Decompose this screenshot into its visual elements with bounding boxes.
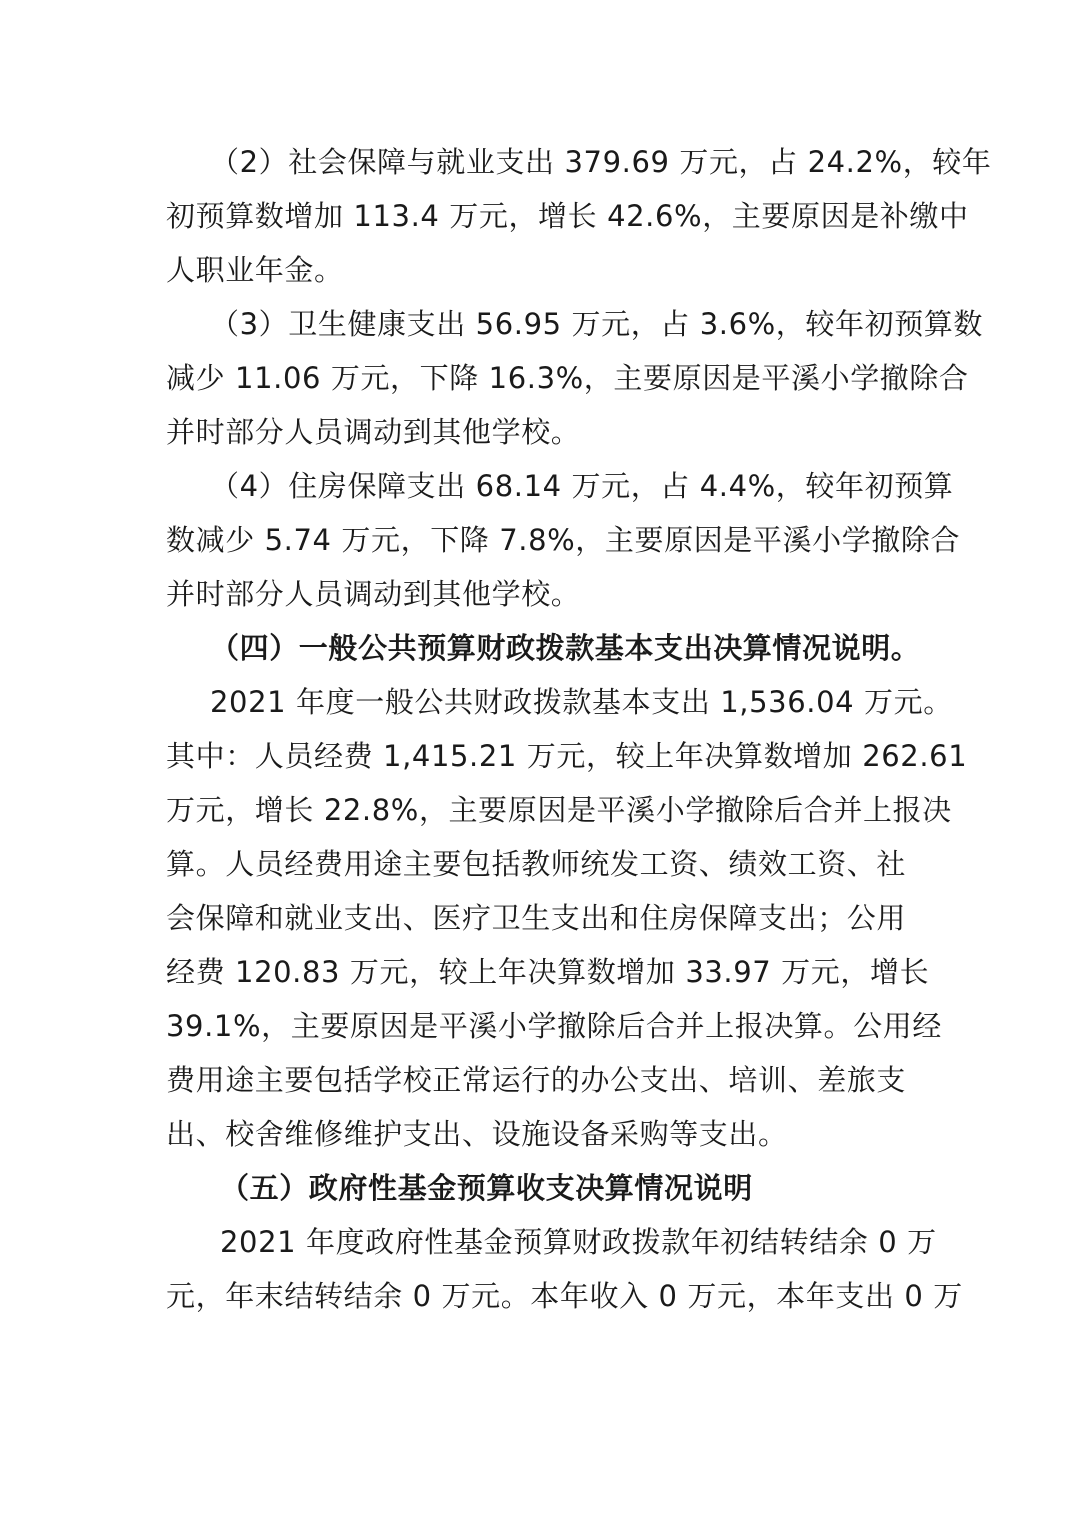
- text-line: 万元，增长 22.8%，主要原因是平溪小学撤除后合并上报决: [166, 793, 952, 827]
- text-line: （4）住房保障支出 68.14 万元，占 4.4%，较年初预算: [210, 469, 954, 503]
- text-line: 减少 11.06 万元，下降 16.3%，主要原因是平溪小学撤除合: [166, 361, 969, 395]
- text-line: 人职业年金。: [166, 253, 344, 287]
- text-line: 2021 年度一般公共财政拨款基本支出 1,536.04 万元。: [210, 685, 953, 719]
- text-line: （3）卫生健康支出 56.95 万元，占 3.6%，较年初预算数: [210, 307, 984, 341]
- text-line: 并时部分人员调动到其他学校。: [166, 415, 581, 449]
- text-line: 经费 120.83 万元，较上年决算数增加 33.97 万元，增长: [166, 955, 930, 989]
- text-line: 2021 年度政府性基金预算财政拨款年初结转结余 0 万: [220, 1225, 937, 1259]
- text-line: 算。人员经费用途主要包括教师统发工资、绩效工资、社: [166, 847, 907, 881]
- text-line: （2）社会保障与就业支出 379.69 万元，占 24.2%，较年: [210, 145, 992, 179]
- section-heading: （四）一般公共预算财政拨款基本支出决算情况说明。: [210, 631, 921, 665]
- text-line: 数减少 5.74 万元，下降 7.8%，主要原因是平溪小学撤除合: [166, 523, 961, 557]
- text-line: 元，年末结转结余 0 万元。本年收入 0 万元，本年支出 0 万: [166, 1279, 963, 1313]
- section-heading: （五）政府性基金预算收支决算情况说明: [220, 1171, 753, 1205]
- text-line: 并时部分人员调动到其他学校。: [166, 577, 581, 611]
- text-line: 费用途主要包括学校正常运行的办公支出、培训、差旅支: [166, 1063, 907, 1097]
- text-line: 出、校舍维修维护支出、设施设备采购等支出。: [166, 1117, 788, 1151]
- text-line: 其中：人员经费 1,415.21 万元，较上年决算数增加 262.61: [166, 739, 968, 773]
- text-line: 会保障和就业支出、医疗卫生支出和住房保障支出；公用: [166, 901, 907, 935]
- text-line: 39.1%，主要原因是平溪小学撤除后合并上报决算。公用经: [166, 1009, 942, 1043]
- text-line: 初预算数增加 113.4 万元，增长 42.6%，主要原因是补缴中: [166, 199, 969, 233]
